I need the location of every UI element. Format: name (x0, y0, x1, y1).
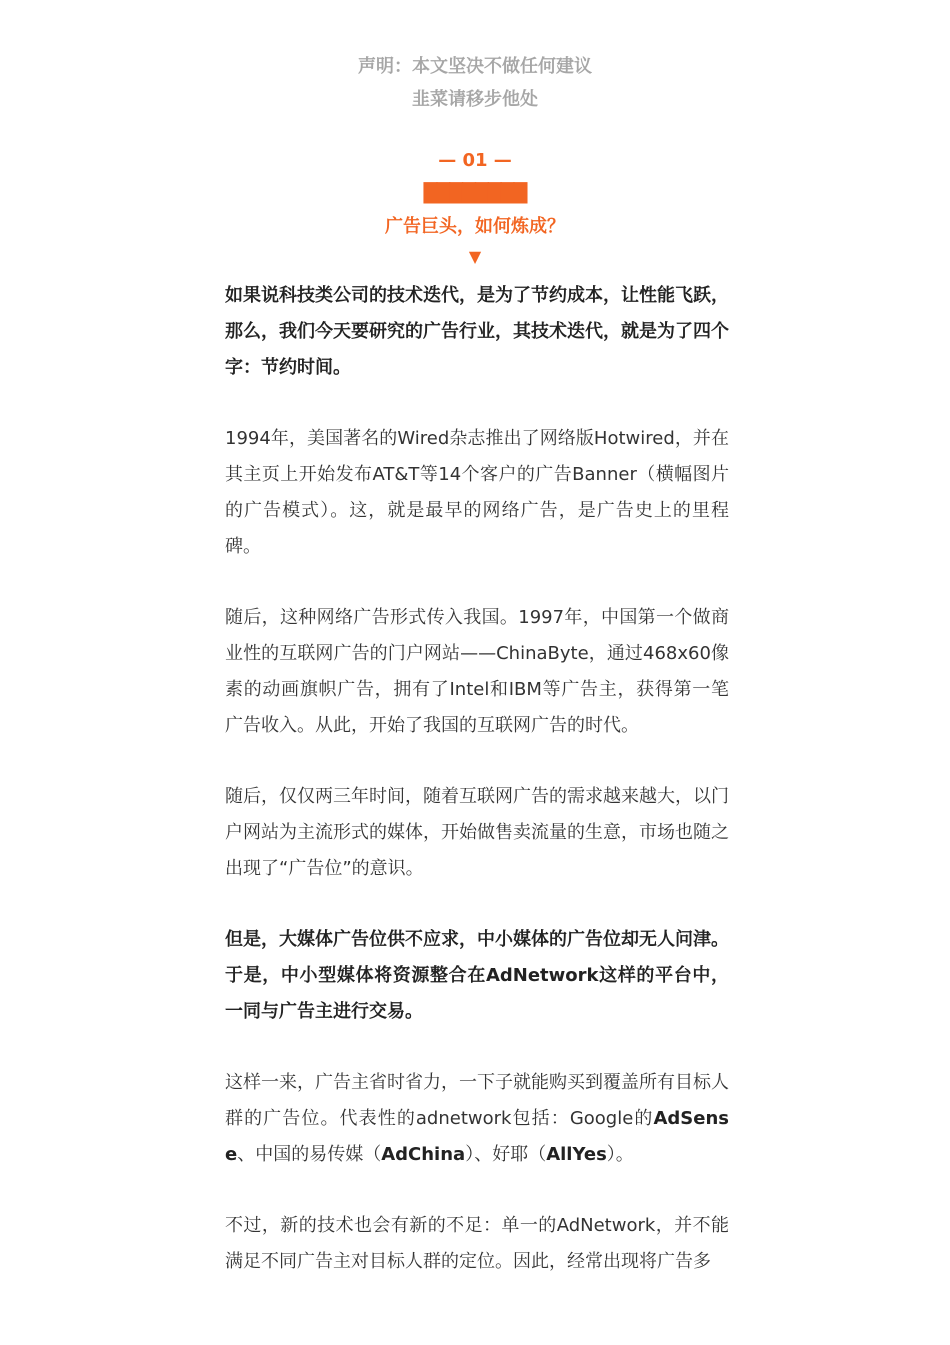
article-body (225, 278, 729, 1315)
adsense-term: AdSense (225, 1108, 729, 1165)
paragraph-ad-slot: 随后，仅仅两三年时间，随着互联网广告的需求越来越大，以门户网站为主流形式的媒体，开始做售卖流量的生意，市场也随之出现了“广告位”的意识。 (225, 786, 729, 879)
section-header (0, 146, 950, 272)
paragraph-adnetwork: 但是，大媒体广告位供不应求，中小媒体的广告位却无人问津。于是，中小型媒体将资源整合在AdNetwork这样的平台中，一同与广告主进行交易。 (225, 929, 729, 1022)
down-arrow-icon: ▼ (468, 247, 482, 266)
allyes-term: AllYes (546, 1144, 607, 1165)
disclaimer-line-1: 声明：本文坚决不做任何建议 (358, 56, 592, 77)
text-span: ）、好耶（ (465, 1144, 547, 1165)
disclaimer (0, 50, 950, 116)
section-redacted-bar: ████████ (423, 183, 527, 204)
section-title: 广告巨头，如何炼成？ (385, 216, 565, 237)
text-span: ）。 (606, 1144, 634, 1165)
paragraph-limitations: 不过，新的技术也会有新的不足：单一的AdNetwork，并不能满足不同广告主对目标人群的定位。因此，经常出现将广告多 (225, 1215, 729, 1272)
paragraph-adnetwork-examples (225, 1065, 729, 1173)
text-span: 这样一来，广告主省时省力，一下子就能购买到覆盖所有目标人群的广告位。代表性的adnetwork包括：Google的 (225, 1072, 729, 1129)
section-number: — 01 — (438, 150, 512, 171)
intro-paragraph: 如果说科技类公司的技术迭代，是为了节约成本，让性能飞跃，那么，我们今天要研究的广告行业，其技术迭代，就是为了四个字：节约时间。 (225, 285, 729, 378)
paragraph-1997-chinabyte: 随后，这种网络广告形式传入我国。1997年，中国第一个做商业性的互联网广告的门户网站——ChinaByte，通过468x60像素的动画旗帜广告，拥有了Intel和IBM等广告主，获得第一笔广告收入。从此，开始了我国的互联网广告的时代。 (225, 607, 729, 736)
disclaimer-line-2: 韭菜请移步他处 (412, 89, 538, 110)
text-span: 、中国的易传媒（ (237, 1144, 382, 1165)
adchina-term: AdChina (381, 1144, 466, 1165)
paragraph-1994-hotwired: 1994年，美国著名的Wired杂志推出了网络版Hotwired，并在其主页上开始发布AT&T等14个客户的广告Banner（横幅图片的广告模式）。这，就是最早的网络广告，是广告史上的里程碑。 (225, 428, 729, 557)
